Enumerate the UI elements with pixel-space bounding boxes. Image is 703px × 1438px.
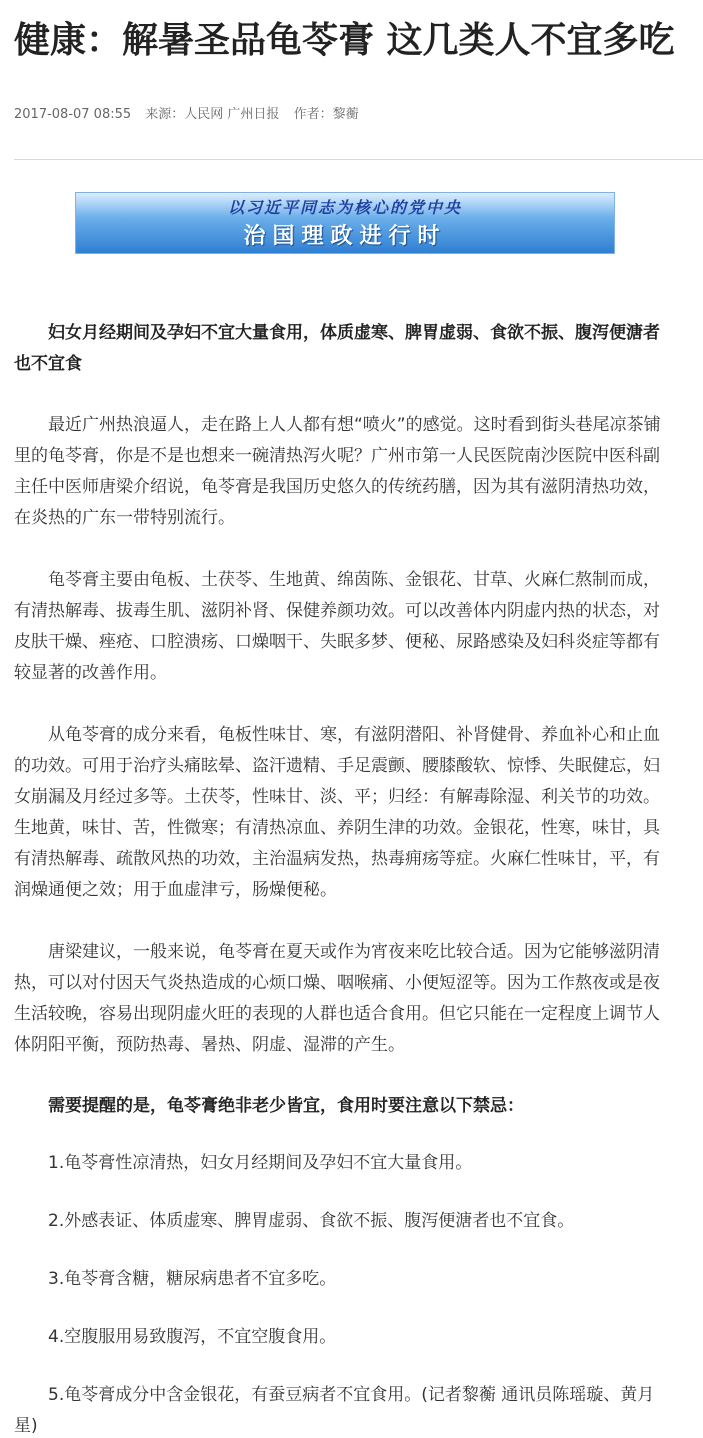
body-paragraph-1: 最近广州热浪逼人，走在路上人人都有想“喷火”的感觉。这时看到街头巷尾凉茶铺里的龟苓膏，你是不是也想来一碗清热泻火呢？广州市第一人民医院南沙医院中医科副主任中医师唐梁介绍说，龟苓膏是我国历史悠久的传统药膳，因为其有滋阴清热功效，在炎热的广东一带特别流行。 bbox=[14, 415, 661, 528]
article-author: 作者：黎蘅 bbox=[293, 107, 359, 122]
banner-line-1: 以习近平同志为核心的党中央 bbox=[227, 198, 462, 217]
publish-datetime: 2017-08-07 08:55 bbox=[14, 107, 132, 122]
reminder-item-1: 1.龟苓膏性凉清热，妇女月经期间及孕妇不宜大量食用。 bbox=[48, 1153, 473, 1173]
body-paragraph-2: 龟苓膏主要由龟板、土茯苓、生地黄、绵茵陈、金银花、甘草、火麻仁熬制而成，有清热解毒、拔毒生肌、滋阴补肾、保健养颜功效。可以改善体内阴虚内热的状态，对皮肤干燥、痤疮、口腔溃疡、口燥咽干、失眠多梦、便秘、尿路感染及妇科炎症等都有较显著的改善作用。 bbox=[14, 570, 660, 683]
lead-summary: 妇女月经期间及孕妇不宜大量食用，体质虚寒、脾胃虚弱、食欲不振、腹泻便溏者也不宜食 bbox=[14, 323, 660, 374]
article-body bbox=[14, 310, 664, 1438]
banner-line-2: 治国理政进行时 bbox=[243, 223, 447, 249]
body-paragraph-3: 从龟苓膏的成分来看，龟板性味甘、寒，有滋阴潜阳、补肾健骨、养血补心和止血的功效。可用于治疗头痛眩晕、盗汗遗精、手足震颤、腰膝酸软、惊悸、失眠健忘，妇女崩漏及月经过多等。土茯苓，性味甘、淡、平；归经：有解毒除湿、利关节的功效。生地黄，味甘、苦，性微寒；有清热凉血、养阴生津的功效。金银花，性寒，味甘，具有清热解毒、疏散风热的功效，主治温病发热，热毒痈疡等症。火麻仁性味甘，平，有润燥通便之效；用于血虚津亏，肠燥便秘。 bbox=[14, 725, 660, 900]
article-title: 健康：解暑圣品龟苓膏 这几类人不宜多吃 bbox=[14, 20, 675, 61]
article-source: 来源：人民网 广州日报 bbox=[145, 107, 280, 122]
reminder-item-2: 2.外感表证、体质虚寒、脾胃虚弱、食欲不振、腹泻便溏者也不宜食。 bbox=[48, 1211, 575, 1231]
article-meta bbox=[14, 104, 369, 126]
reminder-item-3: 3.龟苓膏含糖，糖尿病患者不宜多吃。 bbox=[48, 1269, 337, 1289]
reminder-item-4: 4.空腹服用易致腹泻，不宜空腹食用。 bbox=[48, 1327, 337, 1347]
body-paragraph-4: 唐梁建议，一般来说，龟苓膏在夏天或作为宵夜来吃比较合适。因为它能够滋阴清热，可以对付因天气炎热造成的心烦口燥、咽喉痛、小便短涩等。因为工作熬夜或是夜生活较晚，容易出现阴虚火旺的表现的人群也适合食用。但它只能在一定程度上调节人体阴阳平衡，预防热毒、暑热、阴虚、湿滞的产生。 bbox=[14, 942, 660, 1055]
reminder-item-5: 5.龟苓膏成分中含金银花，有蚕豆病者不宜食用。(记者黎蘅 通讯员陈瑶璇、黄月星) bbox=[14, 1385, 655, 1436]
policy-banner[interactable] bbox=[75, 192, 615, 254]
reminder-heading: 需要提醒的是，龟苓膏绝非老少皆宜，食用时要注意以下禁忌： bbox=[48, 1096, 524, 1116]
header-divider bbox=[14, 159, 703, 160]
